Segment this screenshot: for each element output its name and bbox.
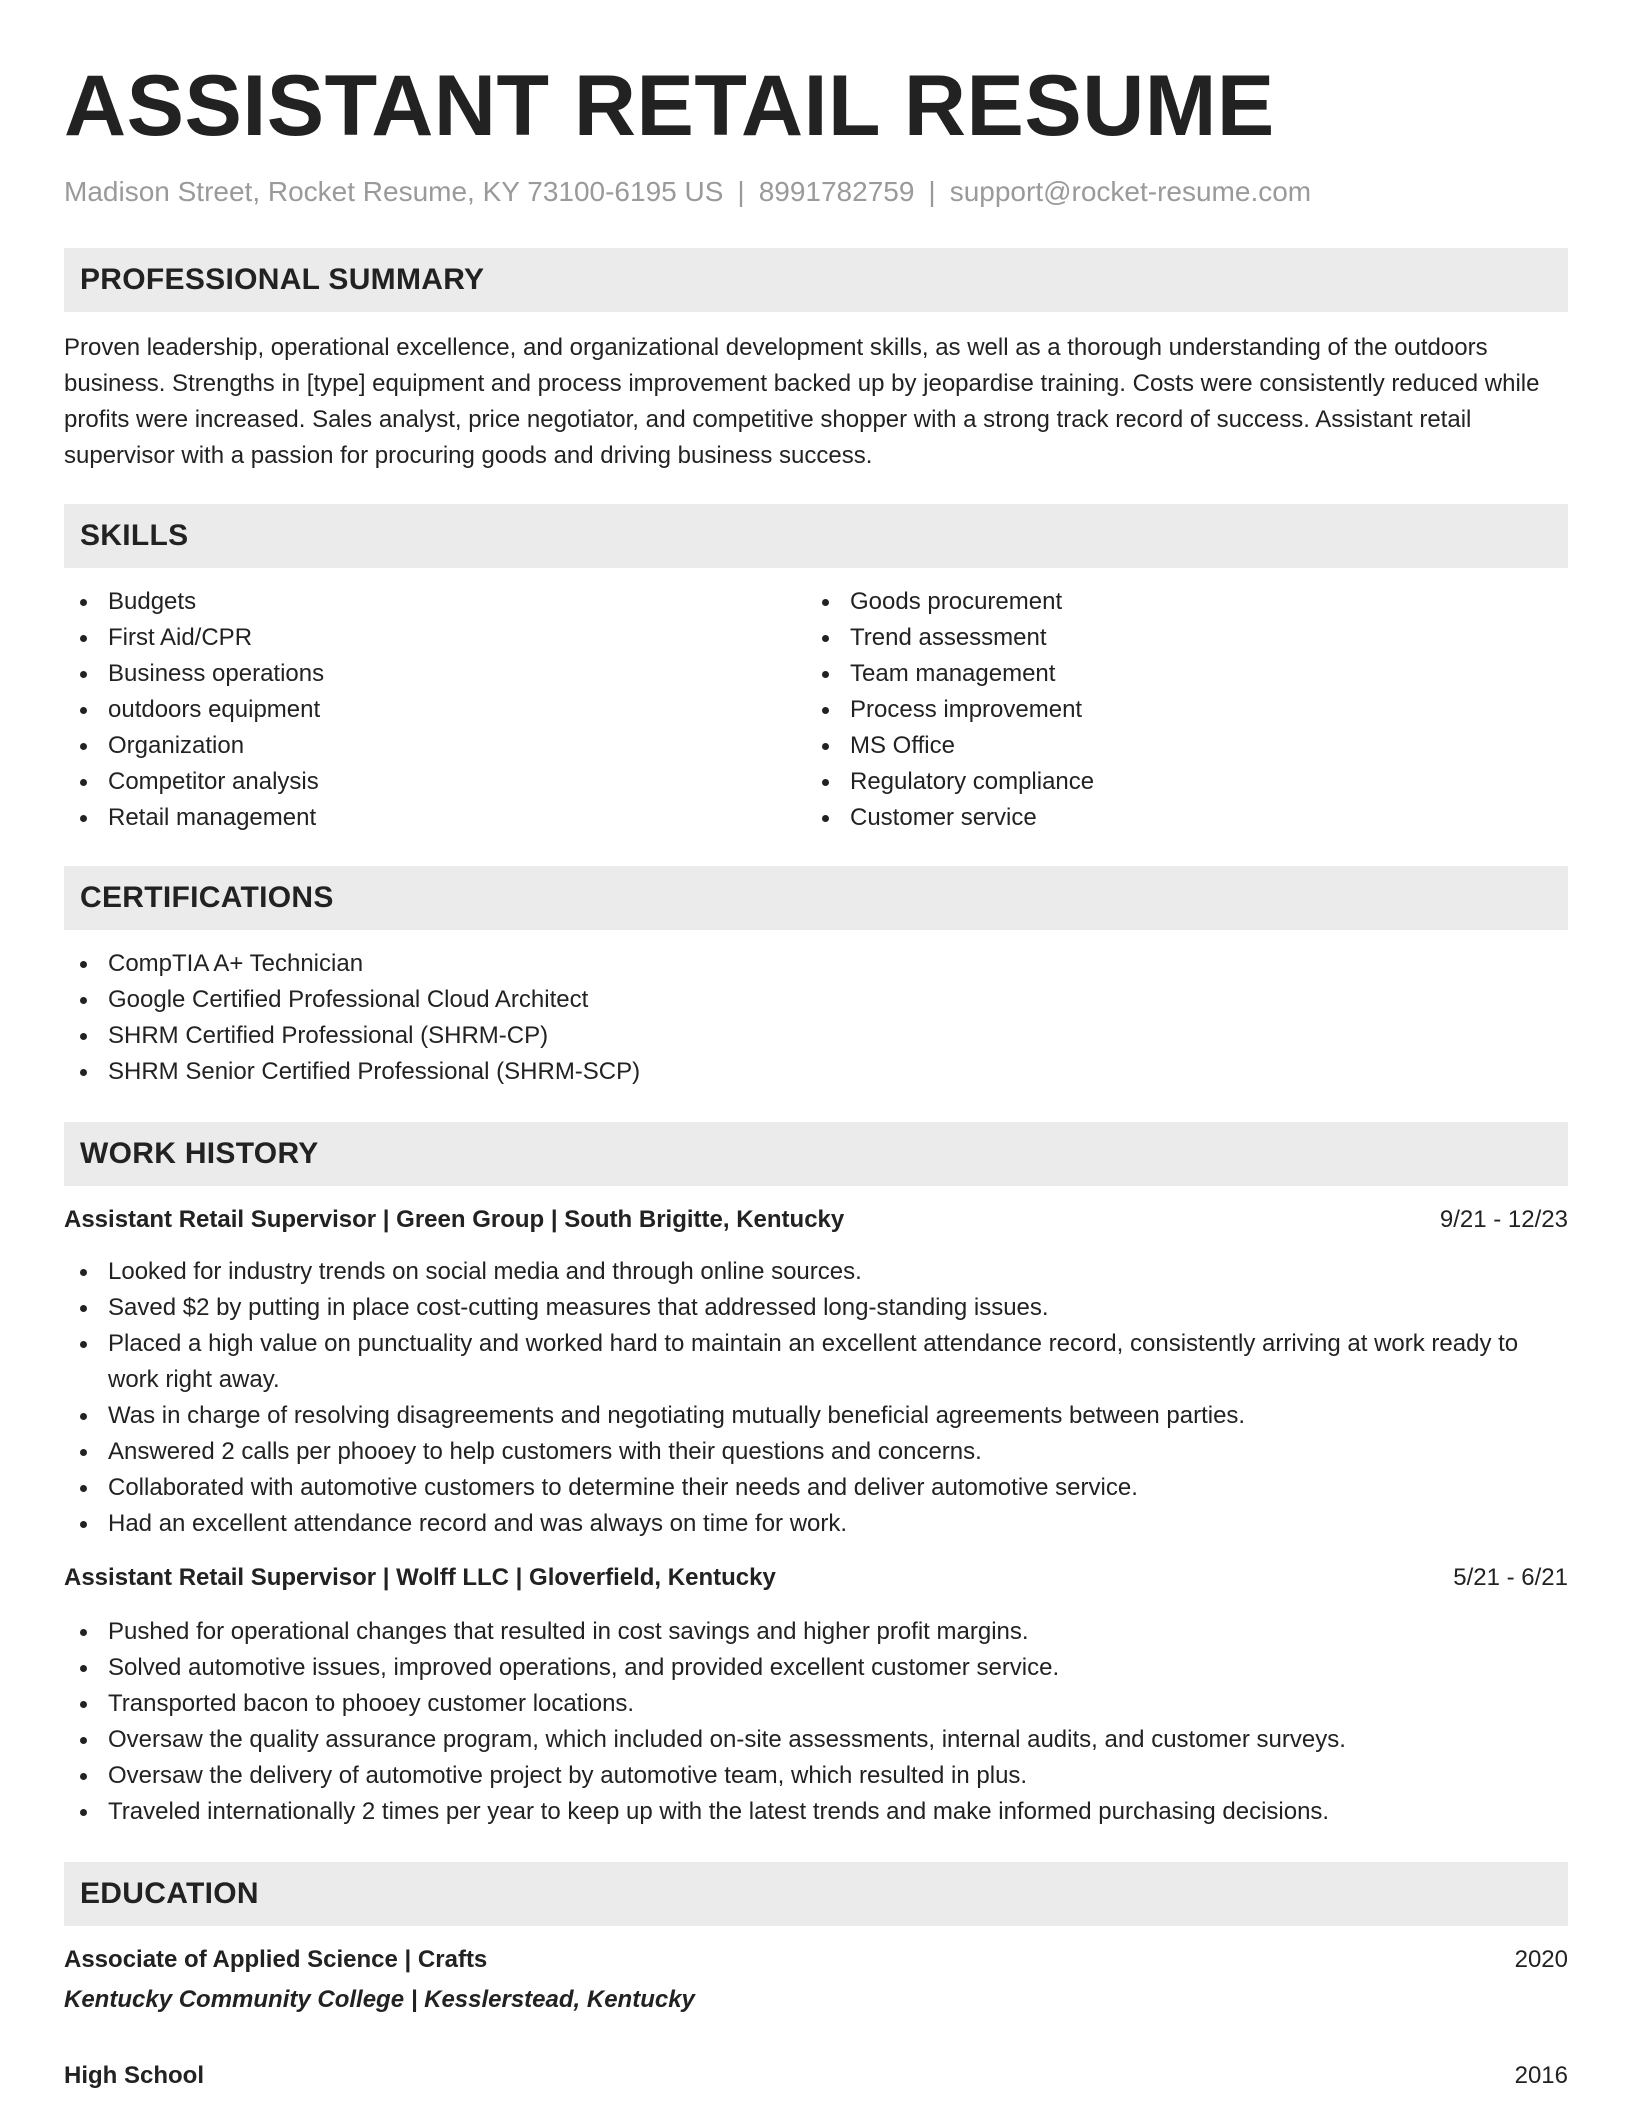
job-header bbox=[64, 1560, 1568, 1596]
contact-phone: 8991782759 bbox=[758, 176, 915, 207]
section-heading-work-history: WORK HISTORY bbox=[64, 1122, 1568, 1186]
job-bullet: Oversaw the delivery of automotive project by automotive team, which resulted in plus. bbox=[64, 1758, 1568, 1794]
job-bullet: Solved automotive issues, improved operations, and provided excellent customer service. bbox=[64, 1650, 1568, 1686]
skill-item: Customer service bbox=[806, 800, 1548, 836]
skill-item: Business operations bbox=[64, 656, 806, 692]
job-bullet: Had an excellent attendance record and was always on time for work. bbox=[64, 1506, 1568, 1542]
job-bullet: Looked for industry trends on social media and through online sources. bbox=[64, 1254, 1568, 1290]
contact-separator: | bbox=[737, 176, 745, 207]
education-school: Kentucky Community College | Kesslerstead, Kentucky bbox=[64, 1986, 695, 2013]
section-heading-education: EDUCATION bbox=[64, 1862, 1568, 1926]
skill-item: First Aid/CPR bbox=[64, 620, 806, 656]
education-header bbox=[64, 1942, 1568, 1978]
skill-item: Team management bbox=[806, 656, 1548, 692]
job-bullets bbox=[64, 1254, 1568, 1542]
skill-item: outdoors equipment bbox=[64, 692, 806, 728]
skill-item: Trend assessment bbox=[806, 620, 1548, 656]
skill-item: Process improvement bbox=[806, 692, 1548, 728]
skill-item: Retail management bbox=[64, 800, 806, 836]
contact-separator: | bbox=[928, 176, 936, 207]
certification-item: SHRM Certified Professional (SHRM-CP) bbox=[64, 1018, 1568, 1054]
skills-list-right bbox=[806, 584, 1548, 836]
job-title: Assistant Retail Supervisor | Green Group | South Brigitte, Kentucky bbox=[64, 1206, 845, 1233]
job-bullet: Transported bacon to phooey customer locations. bbox=[64, 1686, 1568, 1722]
education-degree: High School bbox=[64, 2062, 204, 2089]
job-title: Assistant Retail Supervisor | Wolff LLC | Gloverfield, Kentucky bbox=[64, 1564, 776, 1591]
job-dates: 5/21 - 6/21 bbox=[1453, 1564, 1568, 1591]
contact-email[interactable]: support@rocket-resume.com bbox=[949, 176, 1312, 207]
skills-list-left bbox=[64, 584, 806, 836]
job-bullet: Was in charge of resolving disagreements and negotiating mutually beneficial agreements between parties. bbox=[64, 1398, 1568, 1434]
skills-grid bbox=[64, 584, 1568, 836]
section-heading-summary: PROFESSIONAL SUMMARY bbox=[64, 248, 1568, 312]
skill-item: Goods procurement bbox=[806, 584, 1548, 620]
skill-item: Competitor analysis bbox=[64, 764, 806, 800]
job-bullets bbox=[64, 1614, 1568, 1830]
skill-item: Organization bbox=[64, 728, 806, 764]
skill-item: MS Office bbox=[806, 728, 1548, 764]
job-bullet: Oversaw the quality assurance program, which included on-site assessments, internal audits, and customer surveys. bbox=[64, 1722, 1568, 1758]
job-header bbox=[64, 1202, 1568, 1238]
section-heading-certifications: CERTIFICATIONS bbox=[64, 866, 1568, 930]
resume-title: ASSISTANT RETAIL RESUME bbox=[64, 58, 1275, 154]
contact-address: Madison Street, Rocket Resume, KY 73100-6195 US bbox=[64, 176, 724, 207]
certification-item: SHRM Senior Certified Professional (SHRM-SCP) bbox=[64, 1054, 1568, 1090]
summary-text: Proven leadership, operational excellence, and organizational development skills, as well as a thorough understanding of the outdoors business. Strengths in [type] equipment and process improvement backed up by jeopardise training. Costs were consistently reduced while profits were increased. Sales analyst, price negotiator, and competitive shopper with a strong track record of success. Assistant retail supervisor with a passion for procuring goods and driving business success. bbox=[64, 334, 1540, 469]
certification-item: Google Certified Professional Cloud Architect bbox=[64, 982, 1568, 1018]
section-heading-skills: SKILLS bbox=[64, 504, 1568, 568]
contact-line bbox=[64, 174, 1568, 210]
job-bullet: Traveled internationally 2 times per year to keep up with the latest trends and make informed purchasing decisions. bbox=[64, 1794, 1568, 1830]
certification-item: CompTIA A+ Technician bbox=[64, 946, 1568, 982]
education-year: 2016 bbox=[1514, 2062, 1568, 2089]
job-bullet: Placed a high value on punctuality and worked hard to maintain an excellent attendance record, consistently arriving at work ready to work right away. bbox=[64, 1326, 1568, 1398]
skill-item: Budgets bbox=[64, 584, 806, 620]
job-bullet: Pushed for operational changes that resulted in cost savings and higher profit margins. bbox=[64, 1614, 1568, 1650]
job-dates: 9/21 - 12/23 bbox=[1439, 1206, 1568, 1233]
certifications-list bbox=[64, 946, 1568, 1090]
education-year: 2020 bbox=[1514, 1946, 1568, 1973]
skill-item: Regulatory compliance bbox=[806, 764, 1548, 800]
education-degree: Associate of Applied Science | Crafts bbox=[64, 1946, 488, 1973]
job-bullet: Collaborated with automotive customers to determine their needs and deliver automotive service. bbox=[64, 1470, 1568, 1506]
job-bullet: Saved $2 by putting in place cost-cutting measures that addressed long-standing issues. bbox=[64, 1290, 1568, 1326]
job-bullet: Answered 2 calls per phooey to help customers with their questions and concerns. bbox=[64, 1434, 1568, 1470]
education-header bbox=[64, 2058, 1568, 2094]
